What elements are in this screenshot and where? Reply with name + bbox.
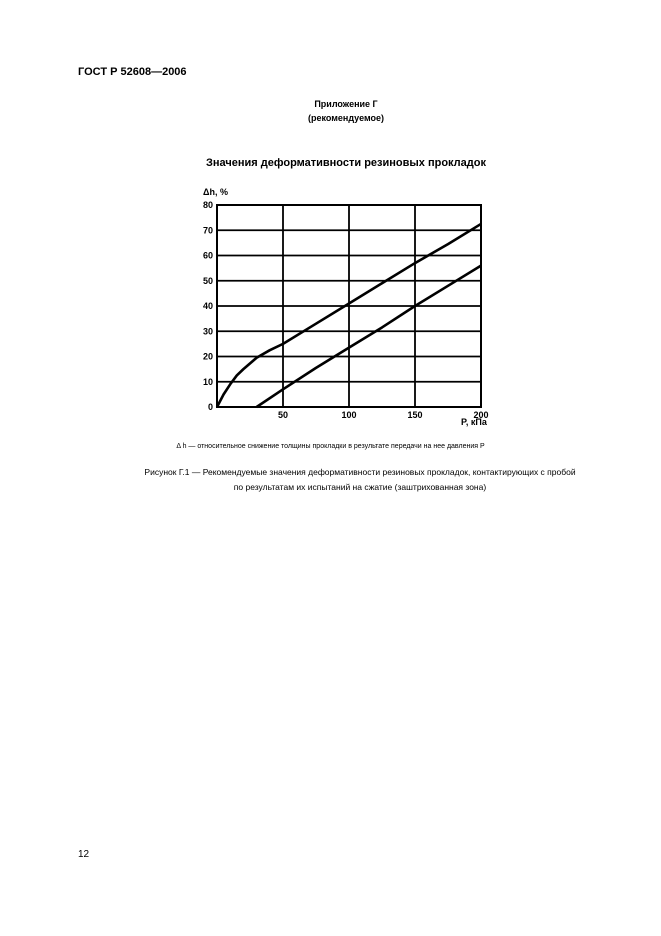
appendix-label: Приложение Г xyxy=(314,99,378,109)
caption-line-1: Рисунок Г.1 — Рекомендуемые значения деформативности резиновых прокладок, контактирующих с пробой xyxy=(144,467,576,477)
appendix-status: (рекомендуемое) xyxy=(308,113,384,123)
y-tick-label: 20 xyxy=(202,351,213,362)
y-tick-label: 70 xyxy=(202,225,213,236)
y-tick-label: 10 xyxy=(202,376,213,387)
x-tick-label: 50 xyxy=(277,410,289,420)
y-tick-label: 30 xyxy=(202,326,213,337)
page-number: 12 xyxy=(78,849,90,860)
x-tick-label: 150 xyxy=(407,410,423,420)
y-tick-label: 0 xyxy=(207,402,213,412)
x-axis-label: P, кПа xyxy=(461,417,487,427)
caption-line-2: по результатам их испытаний на сжатие (заштрихованная зона) xyxy=(233,482,487,492)
y-tick-label: 80 xyxy=(202,200,213,210)
y-axis-label: Δh, % xyxy=(203,187,228,197)
figure-note: Δ h — относительное снижение толщины прокладки в результате передачи на нее давления P xyxy=(176,443,485,450)
x-tick-label: 100 xyxy=(341,410,357,420)
y-tick-label: 50 xyxy=(202,275,213,286)
standard-header: ГОСТ Р 52608—2006 xyxy=(78,66,187,78)
y-tick-label: 40 xyxy=(202,301,213,311)
y-tick-label: 60 xyxy=(202,250,213,261)
section-title: Значения деформативности резиновых прокладок xyxy=(206,157,486,169)
x-tick-label: 200 xyxy=(473,410,489,420)
series-line-lower xyxy=(257,266,481,407)
figure-caption xyxy=(60,465,660,495)
